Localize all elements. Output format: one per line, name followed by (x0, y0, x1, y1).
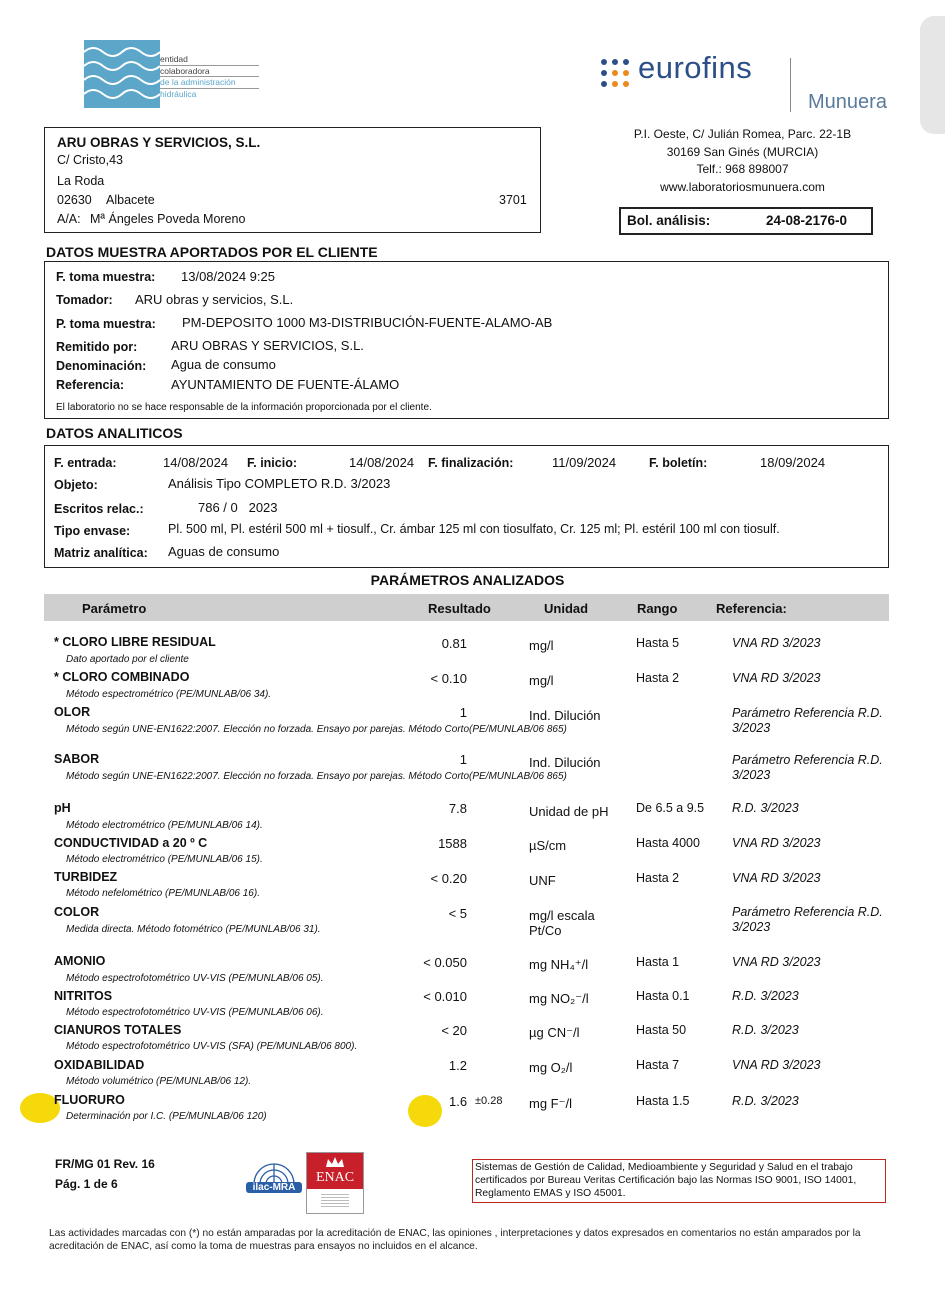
param-name: * CLORO COMBINADO (54, 670, 190, 684)
param-result: 1 (459, 705, 467, 720)
client-postal: 02630 (57, 193, 92, 207)
denominacion-label: Denominación: (56, 359, 147, 373)
f-boletin-value: 18/09/2024 (760, 455, 826, 470)
lab-address-line2: 30169 San Ginés (MURCIA) (666, 144, 819, 159)
param-unit: Ind. Dilución (529, 708, 601, 723)
f-toma-label: F. toma muestra: (56, 270, 156, 284)
param-unit: mg F⁻/l (529, 1096, 572, 1111)
tomador-label: Tomador: (56, 293, 113, 307)
matriz-label: Matriz analítica: (54, 546, 148, 560)
page-number: Pág. 1 de 6 (55, 1177, 118, 1191)
lab-website: www.laboratoriosmunuera.com (660, 179, 825, 194)
ilac-globe-icon (246, 1158, 302, 1200)
param-reference: R.D. 3/2023 (732, 1023, 799, 1037)
param-result: < 0.20 (430, 871, 467, 886)
param-name: FLUORURO (54, 1093, 125, 1107)
param-name: CIANUROS TOTALES (54, 1023, 182, 1037)
param-name: * CLORO LIBRE RESIDUAL (54, 635, 216, 649)
param-reference: Parámetro Referencia R.D. 3/2023 (732, 905, 883, 934)
header-rango: Rango (637, 601, 678, 616)
client-province: Albacete (106, 193, 155, 207)
form-revision: FR/MG 01 Rev. 16 (55, 1157, 155, 1171)
munuera-wordmark: Munuera (808, 91, 887, 113)
objeto-label: Objeto: (54, 478, 98, 492)
entidad-colaboradora-logo (84, 40, 259, 108)
f-toma-value: 13/08/2024 9:25 (181, 269, 275, 284)
param-name: TURBIDEZ (54, 870, 118, 884)
param-range: Hasta 0.1 (636, 989, 690, 1003)
param-reference: R.D. 3/2023 (732, 989, 799, 1003)
section-params-title: PARÁMETROS ANALIZADOS (370, 572, 565, 588)
param-name: OXIDABILIDAD (54, 1058, 145, 1072)
param-note: Método espectrofotométrico UV-VIS (PE/MUNLAB/06 06). (66, 1007, 324, 1018)
param-note: Método espectrofotométrico UV-VIS (SFA) (PE/MUNLAB/06 800). (66, 1041, 358, 1052)
entidad-line-3: de la administración (160, 77, 259, 89)
entidad-line-2: colaboradora (160, 66, 259, 78)
f-entrada-label: F. entrada: (54, 456, 117, 470)
param-unit: mg O₂/l (529, 1060, 573, 1075)
param-unit: Unidad de pH (529, 804, 609, 819)
objeto-value: Análisis Tipo COMPLETO R.D. 3/2023 (168, 476, 391, 491)
param-range: De 6.5 a 9.5 (636, 801, 705, 815)
header-referencia: Referencia: (716, 601, 787, 616)
param-reference: VNA RD 3/2023 (732, 1058, 821, 1072)
param-unit: mg NO₂⁻/l (529, 991, 589, 1006)
param-result: 1 (459, 752, 467, 767)
param-note: Método volumétrico (PE/MUNLAB/06 12). (66, 1076, 252, 1087)
param-note: Método electrométrico (PE/MUNLAB/06 14). (66, 820, 263, 831)
param-name: AMONIO (54, 954, 106, 968)
param-unit: UNF (529, 873, 556, 888)
referencia-label: Referencia: (56, 378, 125, 392)
param-range: Hasta 5 (636, 636, 680, 650)
param-note: Método espectrofotométrico UV-VIS (PE/MUNLAB/06 05). (66, 973, 324, 984)
param-result: < 5 (448, 906, 467, 921)
section-analytic-title: DATOS ANALITICOS (46, 425, 183, 441)
param-unit: µS/cm (529, 838, 567, 853)
header-unidad: Unidad (544, 601, 589, 616)
f-finalizacion-label: F. finalización: (428, 456, 514, 470)
param-result: 1.6 (449, 1094, 468, 1109)
param-range: Hasta 50 (636, 1023, 687, 1037)
lab-phone: Telf.: 968 898007 (696, 162, 789, 176)
param-result: 1.2 (448, 1058, 467, 1073)
ilac-mra-logo (246, 1158, 302, 1200)
header-parametro: Parámetro (82, 601, 147, 616)
param-reference: VNA RD 3/2023 (732, 871, 821, 885)
client-city: La Roda (57, 174, 105, 188)
param-range: Hasta 4000 (636, 836, 700, 850)
param-unit: mg NH₄⁺/l (529, 957, 589, 972)
param-reference: R.D. 3/2023 (732, 1094, 799, 1108)
param-reference: R.D. 3/2023 (732, 801, 799, 815)
escritos-value: 786 / 0 2023 (198, 500, 278, 515)
f-boletin-label: F. boletín: (649, 456, 708, 470)
param-unit: mg/l escala Pt/Co (529, 908, 595, 938)
remitido-value: ARU OBRAS Y SERVICIOS, S.L. (171, 338, 364, 353)
yellow-highlight-mark (408, 1095, 442, 1127)
header-resultado: Resultado (428, 601, 491, 616)
crown-icon (325, 1156, 345, 1168)
matriz-value: Aguas de consumo (168, 544, 280, 559)
enac-accreditation-lines (321, 1194, 349, 1208)
referencia-value: AYUNTAMIENTO DE FUENTE-ÁLAMO (171, 377, 400, 392)
param-note: Determinación por I.C. (PE/MUNLAB/06 120) (66, 1111, 267, 1122)
param-range: Hasta 2 (636, 671, 680, 685)
param-name: OLOR (54, 705, 91, 719)
entidad-line-4: hidráulica (160, 88, 197, 99)
certification-text: Sistemas de Gestión de Calidad, Medioambiente y Seguridad y Salud en el trabajo certificados por Bureau Veritas Certificación bajo las Normas ISO 9001, ISO 14001, Reglamento EMAS y ISO 45001. (475, 1162, 857, 1199)
param-reference: VNA RD 3/2023 (732, 636, 821, 650)
param-note: Medida directa. Método fotométrico (PE/MUNLAB/06 31). (66, 924, 321, 935)
f-inicio-label: F. inicio: (247, 456, 297, 470)
client-attn-label: A/A: (57, 212, 81, 226)
param-result: 7.8 (448, 801, 467, 816)
param-result: < 20 (441, 1023, 467, 1038)
bol-analisis-value: 24-08-2176-0 (766, 213, 848, 228)
enac-logo (306, 1152, 364, 1214)
p-toma-value: PM-DEPOSITO 1000 M3-DISTRIBUCIÓN-FUENTE-ALAMO-AB (182, 315, 553, 330)
f-finalizacion-value: 11/09/2024 (552, 455, 617, 470)
logo-divider (790, 58, 791, 112)
param-name: COLOR (54, 905, 100, 919)
param-result: 0.81 (441, 636, 467, 651)
param-note: Método según UNE-EN1622:2007. Elección no forzada. Ensayo por parejas. Método Corto(PE/MUNLAB/06 865) (66, 771, 567, 782)
client-attn-name: Mª Ángeles Poveda Moreno (90, 212, 246, 226)
footer-disclaimer: Las actividades marcadas con (*) no están amparadas por la acreditación de ENAC, las opiniones , interpretaciones y datos expresados en comentarios no están amparados por la acreditación de ENAC, así como la toma de muestras para ensayos no incluidos en el alcance. (49, 1228, 861, 1252)
param-range: Hasta 7 (636, 1058, 680, 1072)
eurofins-dots-icon (596, 54, 634, 92)
param-reference: VNA RD 3/2023 (732, 671, 821, 685)
tomador-value: ARU obras y servicios, S.L. (135, 292, 294, 307)
water-waves-icon (84, 40, 160, 108)
param-reference: Parámetro Referencia R.D. 3/2023 (732, 753, 883, 782)
denominacion-value: Agua de consumo (171, 357, 276, 372)
param-range: Hasta 2 (636, 871, 680, 885)
f-inicio-value: 14/08/2024 (349, 455, 415, 470)
param-note: Método según UNE-EN1622:2007. Elección no forzada. Ensayo por parejas. Método Corto(PE/MUNLAB/06 865) (66, 724, 567, 735)
envase-value: Pl. 500 ml, Pl. estéril 500 ml + tiosulf., Cr. ámbar 125 ml con tiosulfato, Cr. 125 ml; Pl. estéril 100 ml con tiosulf. (168, 522, 780, 536)
entidad-line-1: entidad (160, 54, 259, 66)
eurofins-wordmark: eurofins (638, 50, 753, 85)
param-unit: µg CN⁻/l (529, 1025, 580, 1040)
param-reference: VNA RD 3/2023 (732, 836, 821, 850)
client-code: 3701 (499, 193, 527, 207)
client-address-box (44, 127, 541, 233)
param-note: Dato aportado por el cliente (66, 654, 189, 665)
param-note: Método espectrométrico (PE/MUNLAB/06 34). (66, 689, 272, 700)
client-street: C/ Cristo,43 (57, 153, 123, 167)
param-reference: Parámetro Referencia R.D. 3/2023 (732, 706, 883, 735)
client-name: ARU OBRAS Y SERVICIOS, S.L. (57, 135, 261, 150)
param-name: NITRITOS (54, 989, 113, 1003)
bol-analisis-label: Bol. análisis: (627, 213, 711, 228)
param-unit: mg/l (529, 673, 554, 688)
eurofins-logo (596, 50, 906, 112)
lab-address-line1: P.I. Oeste, C/ Julián Romea, Parc. 22-1B (633, 127, 852, 141)
enac-label: ENAC (315, 1170, 355, 1185)
page-tab-edge (920, 16, 945, 134)
envase-label: Tipo envase: (54, 524, 131, 538)
param-result: < 0.050 (423, 955, 467, 970)
param-note: Método electrométrico (PE/MUNLAB/06 15). (66, 854, 263, 865)
sample-data-box (44, 261, 889, 419)
param-name: SABOR (54, 752, 100, 766)
certification-box (472, 1159, 886, 1203)
param-reference: VNA RD 3/2023 (732, 955, 821, 969)
param-name: pH (54, 801, 71, 815)
param-uncertainty: ±0.28 (475, 1095, 503, 1107)
param-range: Hasta 1.5 (636, 1094, 690, 1108)
param-unit: mg/l (529, 638, 554, 653)
p-toma-label: P. toma muestra: (56, 317, 156, 331)
client-disclaimer: El laboratorio no se hace responsable de la información proporcionada por el cliente. (56, 402, 432, 413)
escritos-label: Escritos relac.: (54, 502, 144, 516)
param-note: Método nefelométrico (PE/MUNLAB/06 16). (66, 888, 260, 899)
param-result: < 0.010 (423, 989, 467, 1004)
section-sample-title: DATOS MUESTRA APORTADOS POR EL CLIENTE (46, 244, 378, 260)
param-unit: Ind. Dilución (529, 755, 601, 770)
f-entrada-value: 14/08/2024 (163, 455, 229, 470)
ilac-mra-label: ilac-MRA (246, 1182, 302, 1193)
bol-analisis-box (619, 207, 873, 235)
analytic-data-box (44, 445, 889, 568)
param-name: CONDUCTIVIDAD a 20 º C (54, 836, 208, 850)
param-result: < 0.10 (430, 671, 467, 686)
param-result: 1588 (438, 836, 467, 851)
lab-address (600, 126, 885, 196)
remitido-label: Remitido por: (56, 340, 138, 354)
param-range: Hasta 1 (636, 955, 680, 969)
